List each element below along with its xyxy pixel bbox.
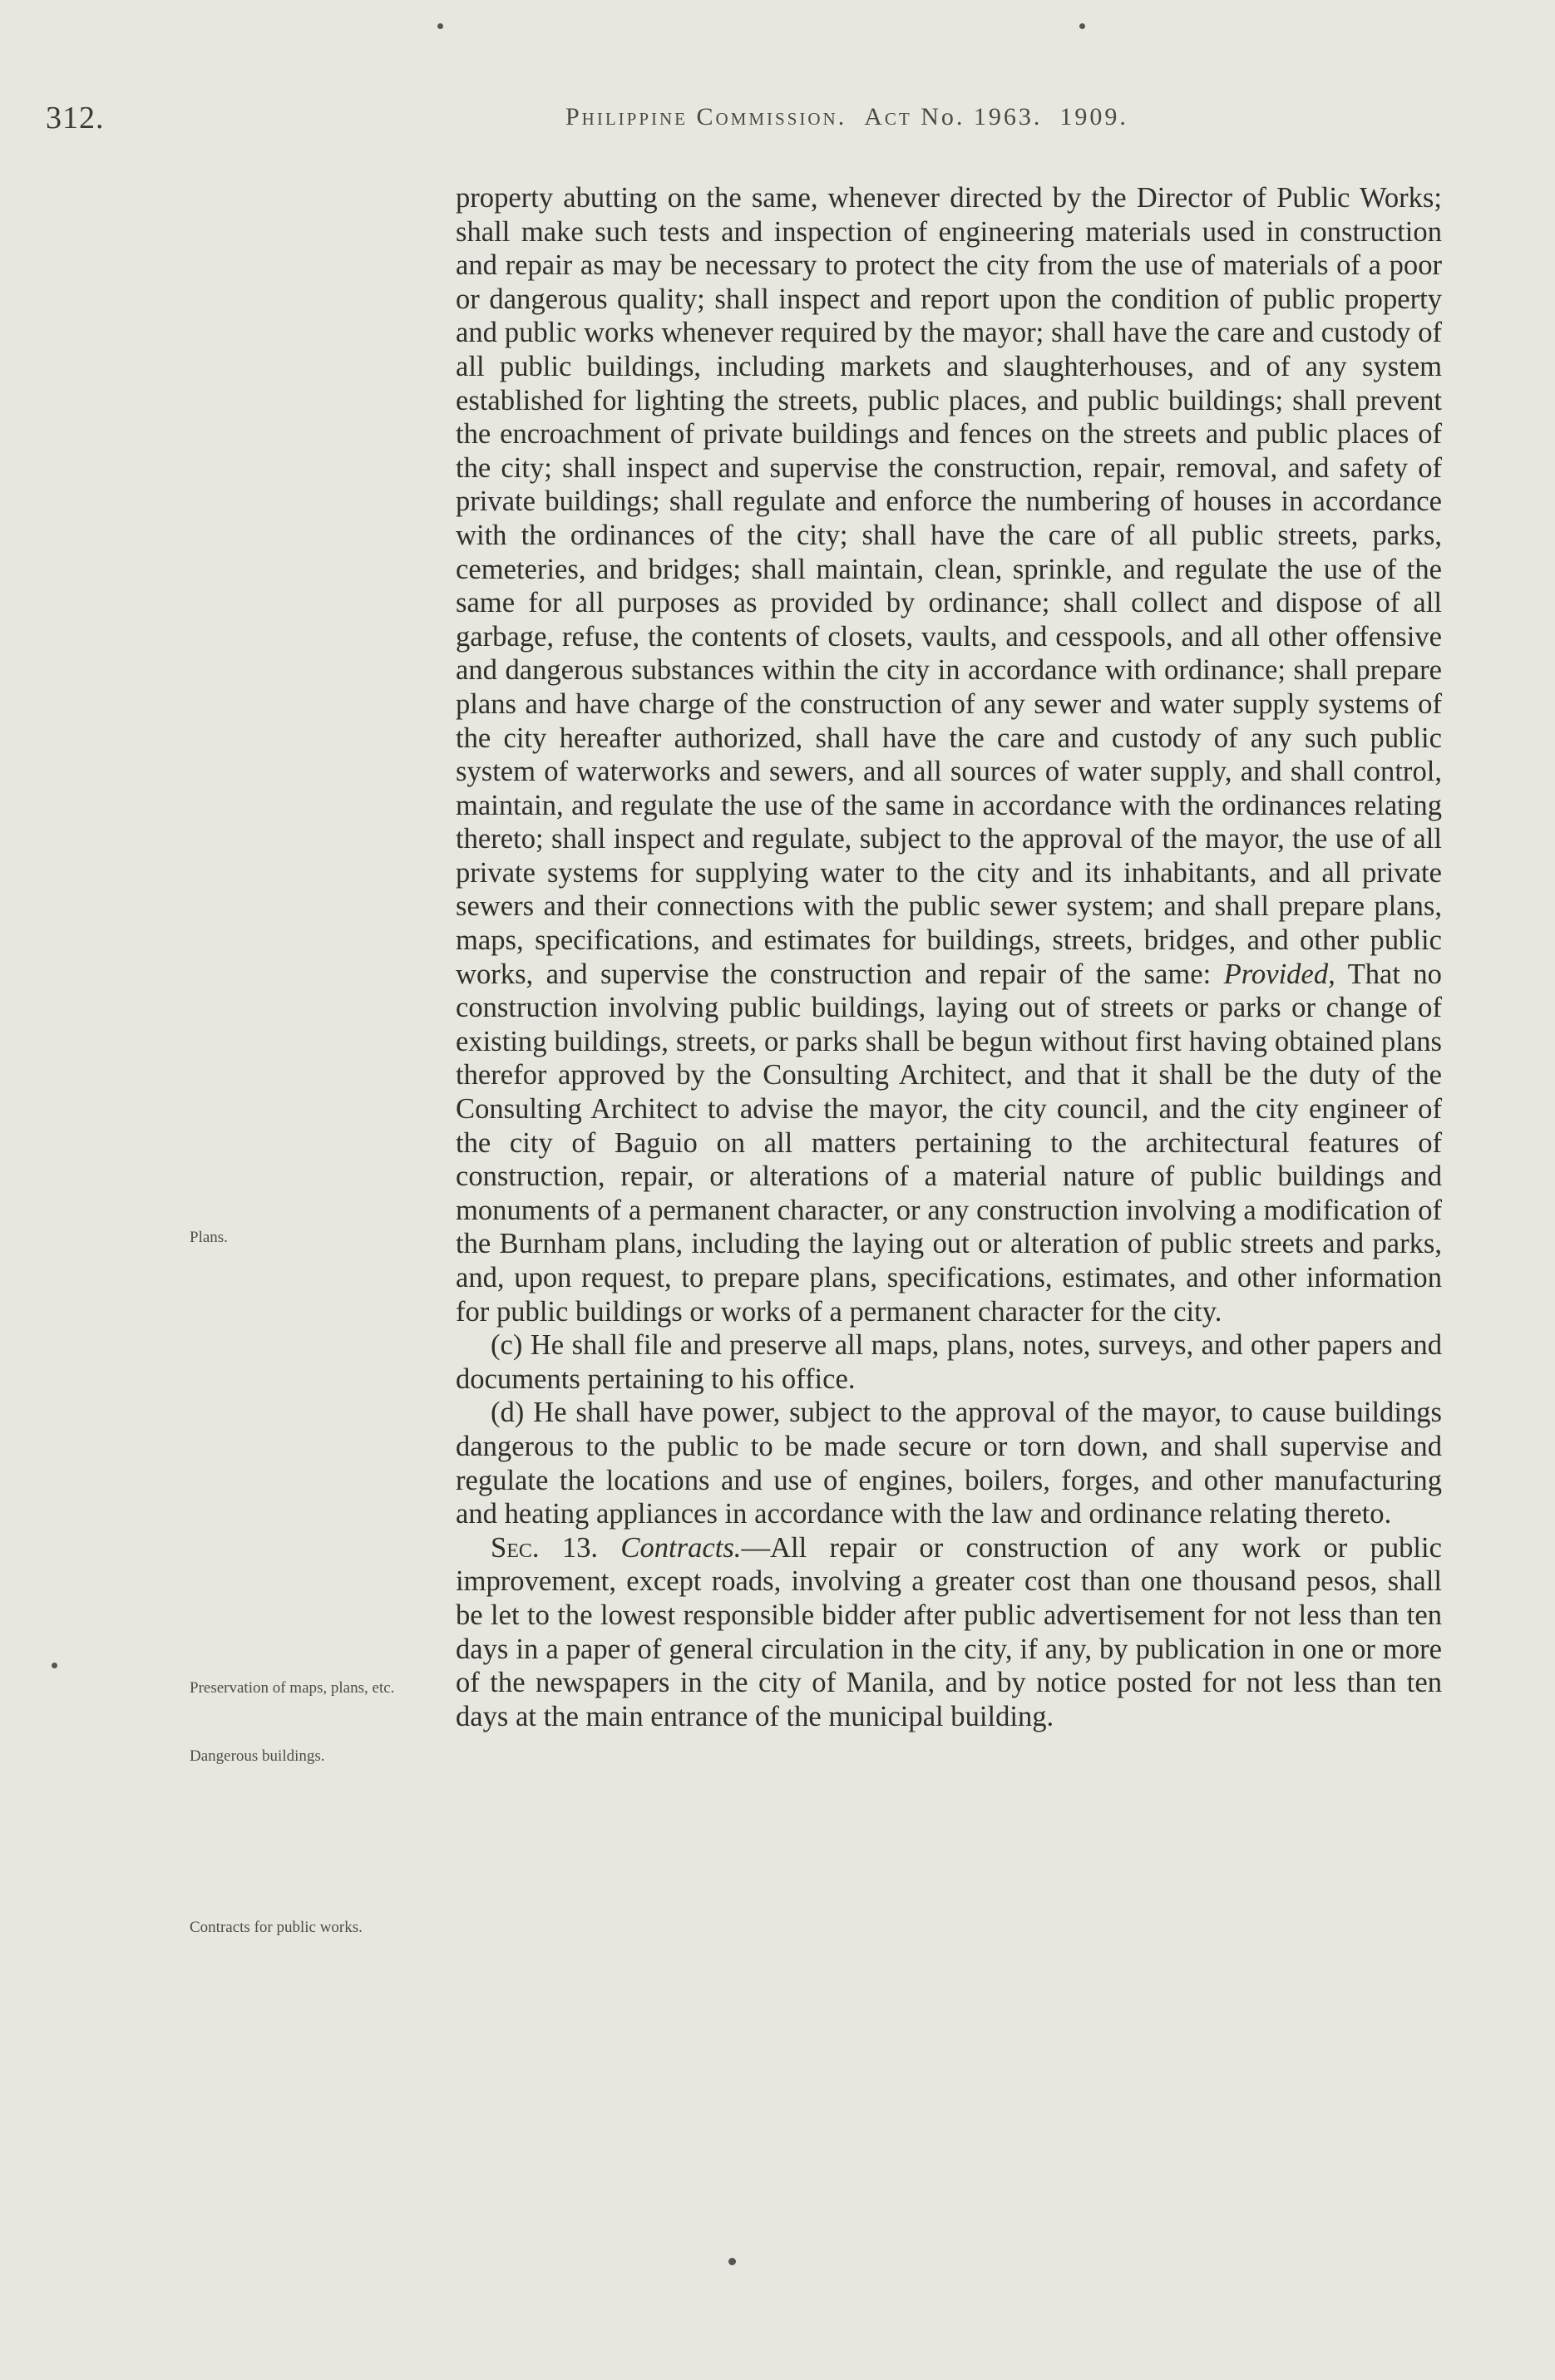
scan-speck <box>1079 23 1085 29</box>
provided-italic: Provided, <box>1223 958 1335 990</box>
sidenote-preservation: Preservation of maps, plans, etc. <box>190 1679 395 1697</box>
paragraph-duties <box>456 181 1442 1328</box>
paragraph-d <box>456 1396 1442 1530</box>
running-head <box>565 103 1314 131</box>
sidenote-plans: Plans. <box>190 1229 228 1246</box>
paragraph-c <box>456 1328 1442 1396</box>
proviso-text: That no construction involving public buildings, laying out of streets or parks or change of existing buildings, streets, or parks shall be begun without first having obtained plans therefor approved by the Consulting Architect, and that it shall be the duty of the Consulting Architect to advise the mayor, the city council, and the city engineer of the city of Baguio on all matters pertaining to the architectural features of construction, repair, or alterations of a material nature of public buildings and monuments of a permanent character, or any construction involving a modification of the Burnham plans, including the laying out or alteration of public streets and parks, and, upon request, to prepare plans, specifications, estimates, and other information for public buildings or works of a permanent character for the city. <box>456 958 1442 1328</box>
running-head-act-number: No. 1963. <box>921 103 1043 131</box>
section-title: Contracts. <box>620 1531 742 1564</box>
scan-speck <box>728 2258 736 2265</box>
section-text: —All repair or construction of any work or public improvement, except roads, involving a greater cost than one thousand pesos, shall be let to the lowest responsible bidder after public advertisement for not less than ten days in a paper of general circulation in the city, if any, by publication in one or more of the newspapers in the city of Manila, and by notice posted for not less than ten days at the main entrance of the municipal building. <box>456 1531 1442 1732</box>
clause-d-label: (d) <box>491 1397 525 1429</box>
running-head-title: Philippine Commission. <box>565 103 847 131</box>
sidenote-contracts: Contracts for public works. <box>190 1919 363 1936</box>
page-number: 312. <box>46 101 105 136</box>
duties-text: property abutting on the same, whenever directed by the Director of Public Works; shall make such tests and inspection of engineering materials used in construction and repair as may be necessary to protect the city from the use of materials of a poor or dangerous quality; shall inspect and report upon the condition of public property and public works whenever required by the mayor; shall have the care and custody of all public buildings, including markets and slaughterhouses, and of any system established for lighting the streets, public places, and public buildings; shall prevent the encroachment of private buildings and fences on the streets and public places of the city; shall inspect and supervise the construction, repair, removal, and safety of private buildings; shall regulate and enforce the numbering of houses in accordance with the ordinances of the city; shall have the care of all public streets, parks, cemeteries, and bridges; shall maintain, clean, sprinkle, and regulate the use of the same for all purposes as provided by ordinance; shall collect and dispose of all garbage, refuse, the contents of closets, vaults, and cesspools, and all other offensive and dangerous substances within the city in accordance with ordinance; shall prepare plans and have charge of the construction of any sewer and water supply systems of the city hereafter authorized, shall have the care and custody of any such public system of waterworks and sewers, and all sources of water supply, and shall control, maintain, and regulate the use of the same in accordance with the ordinances relating thereto; shall inspect and regulate, subject to the approval of the mayor, the use of all private systems for supplying water to the city and its inhabitants, and all private sewers and their connections with the public sewer system; and shall prepare plans, maps, specifications, and estimates for buildings, streets, bridges, and other public works, and supervise the construction and repair of the same: <box>456 182 1442 990</box>
section-label: Sec. 13. <box>491 1531 599 1564</box>
paragraph-section-13 <box>456 1531 1442 1734</box>
clause-c-label: (c) <box>491 1329 523 1362</box>
sidenote-dangerous-buildings: Dangerous buildings. <box>190 1747 325 1765</box>
clause-d-text: He shall have power, subject to the approval of the mayor, to cause buildings dangerous to the public to be made secure or torn down, and shall supervise and regulate the locations and use of engines, boilers, forges, and other manufacturing and heating appliances in accordance with the law and ordinance relating thereto. <box>456 1397 1442 1530</box>
body-text <box>456 181 1442 1733</box>
scan-speck <box>52 1663 57 1668</box>
scan-speck <box>437 23 443 29</box>
running-head-act: Act <box>864 103 912 131</box>
running-head-year: 1909. <box>1059 103 1128 131</box>
clause-c-text: He shall file and preserve all maps, plans, notes, surveys, and other papers and documents pertaining to his office. <box>456 1329 1442 1395</box>
